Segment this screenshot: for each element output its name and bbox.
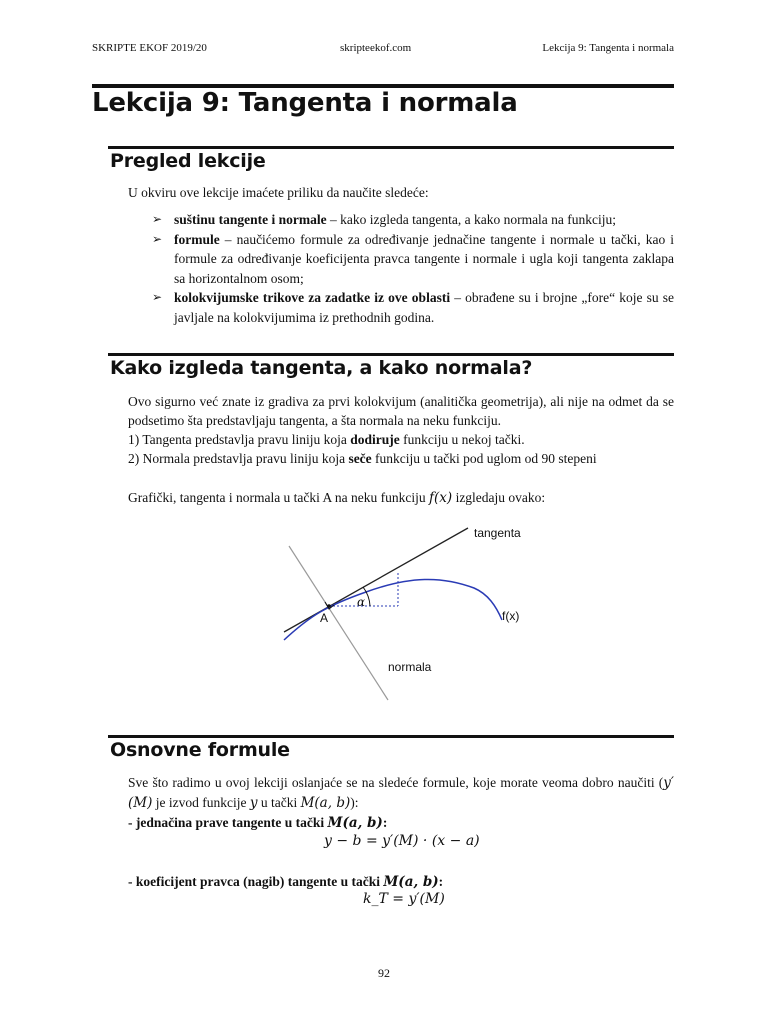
section-heading-overview: Pregled lekcije <box>110 150 266 172</box>
formula-label-tangent-equation: - jednačina prave tangente u tački M(a, b): <box>128 815 388 831</box>
running-header-right: Lekcija 9: Tangenta i normala <box>542 42 674 54</box>
point-a-label: A <box>320 611 329 625</box>
angle-label: α <box>357 595 366 609</box>
section-rule <box>108 735 674 738</box>
formula-label-tangent-slope: - koeficijent pravca (nagib) tangente u tački M(a, b): <box>128 874 444 890</box>
normal-label: normala <box>388 660 432 674</box>
tangent-normal-figure <box>262 514 542 704</box>
bullet-term: kolokvijumske trikove za zadatke iz ove oblasti <box>174 290 451 305</box>
normal-definition: 2) Normala predstavlja pravu liniju koja seče funkciju u tački pod uglom od 90 stepeni <box>128 451 597 466</box>
graph-intro: Grafički, tangenta i normala u tački A na neku funkciju f(x) izgledaju ovako: <box>128 490 546 506</box>
bullet-text: – naučićemo formule za određivanje jednačine tangente i normale u tački, kao i formule za određivanje koeficijenta pravca tangente i normale i ugla koji tangenta zaklapa sa horizontalnom osom; <box>174 231 674 286</box>
list-item <box>152 210 674 230</box>
arrow-bullet-icon: ➢ <box>152 212 163 226</box>
arrow-bullet-icon: ➢ <box>152 231 163 246</box>
arrow-bullet-icon: ➢ <box>152 290 163 304</box>
formulas-intro: Sve što radimo u ovoj lekciji oslanjaće se na sledeće formule, koje morate veoma dobro naučiti (y′(M) je izvod funkcije y u tački M(a, b)): <box>128 775 674 811</box>
page-number: 92 <box>378 966 390 980</box>
tangent-label: tangenta <box>474 526 521 540</box>
bullet-text: – obrađene su i brojne „fore“ koje su se javljale na kolokvijumima iz prethodnih godina. <box>174 290 674 325</box>
section-rule <box>108 146 674 149</box>
formula-tangent-slope: k_T = y′(M) <box>363 891 445 907</box>
function-label: f(x) <box>502 609 520 623</box>
section-heading-tangent-normal: Kako izgleda tangenta, a kako normala? <box>110 357 533 379</box>
list-item <box>152 230 674 289</box>
bullet-text: – kako izgleda tangenta, a kako normala na funkciju; <box>326 212 617 227</box>
bullet-term: suštinu tangente i normale <box>174 212 327 227</box>
formula-tangent-equation: y − b = y′(M) · (x − a) <box>324 833 480 849</box>
point-a-marker <box>327 604 331 608</box>
list-item <box>152 288 674 327</box>
function-notation: f(x) <box>429 490 453 506</box>
tangent-definition: 1) Tangenta predstavlja pravu liniju koja dodiruje funkciju u nekoj tački. <box>128 432 525 447</box>
section-heading-formulas: Osnovne formule <box>110 739 290 761</box>
overview-intro: U okviru ove lekcije imaćete priliku da naučite sledeće: <box>128 185 429 200</box>
running-header-left: SKRIPTE EKOF 2019/20 <box>92 42 207 54</box>
page-title: Lekcija 9: Tangenta i normala <box>92 88 518 118</box>
section-rule <box>108 353 674 356</box>
overview-bullet-list <box>152 210 674 327</box>
tangent-normal-paragraph: Ovo sigurno već znate iz gradiva za prvi kolokvijum (analitička geometrija), ali nije na odmet da se podsetimo šta predstavljaju tangenta, a šta normala na neku funkciju. <box>128 394 674 428</box>
definition-lines <box>128 430 674 468</box>
bullet-term: formule <box>174 231 220 247</box>
running-header-center: skripteekof.com <box>340 42 412 54</box>
